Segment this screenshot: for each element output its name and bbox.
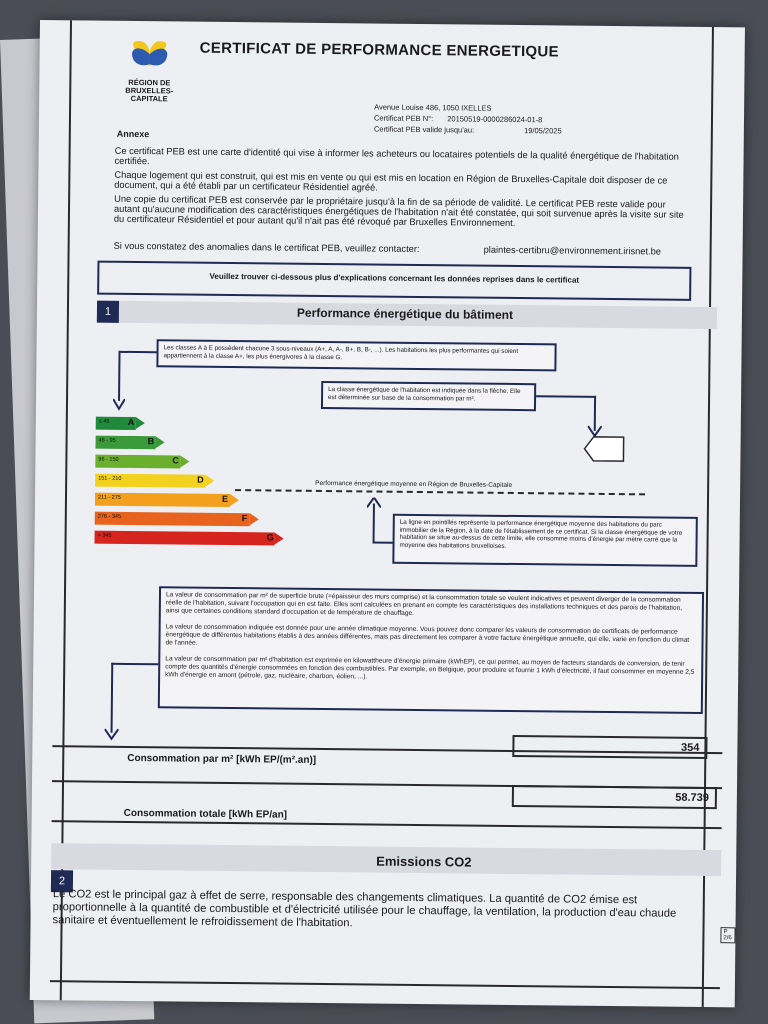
energy-class-letter: B [147,436,155,447]
annexe-paragraph: Ce certificat PEB est une carte d'identité qui vise à informer les acheteurs ou locataires potentiels de la qualité énergétique de l'habitation certifiée. [114,145,679,167]
energy-class-letter: A [127,416,135,428]
explanation-note: Veuillez trouver ci-dessous plus d'explications concernant les données reprises dans le certificat [97,261,691,301]
energy-class-range: 96 - 150 [98,456,119,463]
address-block [374,102,562,137]
section-2-title: Emissions CO2 [376,853,472,870]
consumption-m2-value: 354 [512,735,707,759]
region-label: RÉGION DE BRUXELLES-CAPITALE [125,77,174,104]
section-1-number: 1 [97,301,119,323]
info-consumption-paragraph: La valeur de consommation par m² de superficie brute (=épaisseur des murs comprise) et la consommation totale se veulent indicatives et peuvent diverger de la consommation réelle de l'habitation, suivant l'occupation qui en est faite. Elles sont calculées en prenant en compte les caractéristiques des installations techniques et des parois de l'habitation, ainsi que certaines conditions standard d'occupation et de température de chauffage. [165,591,683,617]
arrow-down-icon [104,729,118,741]
info-dotted-line: La ligne en pointillés représente la performance énergétique moyenne des habitations du parc immobilier de la Région, à la date de l'établissement de ce certificat. Si la classe énergétique de votre habitation se situe au-dessus de cette limite, elle consomme moins d'énergie par mètre carré que la moyenne des habitations bruxelloises. [392,514,698,567]
energy-class-e [95,493,230,507]
energy-class-range: 151 - 210 [98,475,122,482]
section-1-title: Performance énergétique du bâtiment [296,305,514,322]
energy-class-range: 276 - 345 [97,513,122,520]
arrow-line [119,351,157,353]
energy-class-letter: D [197,474,204,485]
annexe-paragraph: Chaque logement qui est construit, qui est mis en vente ou qui est mis en location en Région de Bruxelles-Capitale doit disposer de ce document, qui a été établi par un certificateur Résidentiel agréé. [114,169,668,193]
consumption-m2-label: Consommation par m² [kWh EP/(m².an)] [127,752,317,766]
energy-class-g [95,531,275,546]
page-title: CERTIFICAT DE PERFORMANCE ENERGETIQUE [199,39,559,61]
peb-number-label: Certificat PEB N°: [373,113,434,124]
peb-number: 20150519-0000286024-01-8 [447,114,543,125]
energy-class-letter: E [221,493,229,504]
energy-class-a [96,417,136,430]
info-consumption-paragraph: La valeur de consommation par m² d'habitation est exprimée en kilowattheure d'énergie primaire (kWhEP), ce qui permet, au moyen de facteurs standards de conversion, de tenir compte des quantités d'énergie consommées en fonction des combustibles. Par exemple, en Belgique, pour produire et fournir 1 kWh d'électricité, il faut consommer en moyenne 2,5 kWh d'énergie en amont (pétrole, gaz, nucléaire, charbon, éolien, ...). [165,655,695,681]
arrow-up-icon [367,497,381,509]
contact-text: Si vous constatez des anomalies dans le certificat PEB, veuillez contacter: [113,240,420,254]
arrow-line [373,542,393,544]
annexe-text [114,146,695,234]
consumption-total-value: 58.739 [512,785,717,809]
info-consumption [158,586,704,714]
annexe-heading: Annexe [116,128,150,140]
energy-class-d [95,474,205,488]
energy-class-letter: F [241,513,248,524]
info-consumption-paragraph: La valeur de consommation indiquée est donnée pour une année climatique moyenne. Vous pouvez donc comparer les valeurs de consommation de certificats de performance énergétique de différentes habitations établis à des années différentes, mais pas directement les comparer à votre facture énergétique annuelle, qui elle, varie en fonction du climat de l'année. [165,623,690,647]
info-classes: Les classes A à E possèdent chacune 3 sous-niveaux (A+, A, A-, B+, B, B-, ...). Les habitations les plus performantes qui soient appartiennent à la classe A+, les plus énergivores à la classe G. [156,339,556,371]
energy-class-range: > 345 [97,532,112,539]
address: Avenue Louise 486, 1050 IXELLES [374,102,492,113]
energy-class-letter: C [172,455,179,466]
annexe-paragraph: Une copie du certificat PEB est conservée par le propriétaire jusqu'à la fin de sa période de validité. Le certificat PEB reste valide pour autant qu'aucune modification des caractéristiques énergétiques de l'habitation n'ait été constatée, qui soit survenue après la visite sur site du certificateur Résidentiel et pour autant qu'il n'ait pas été révoqué par Bruxelles Environnement. [113,193,684,228]
energy-class-f [95,512,250,527]
energy-class-range: 211 - 275 [97,494,121,501]
co2-description: Le CO2 est le principal gaz à effet de serre, responsable des changements climatiques. La quantité de CO2 émise est proportionnelle à la quantité de combustible et d'électricité utilisée pour le chauffage, la ventilation, la production d'eau chaude sanitaire et éventuellement le refroidissement de l'habitation. [52,888,677,930]
iris-logo-icon [109,36,189,77]
energy-class-range: ≤ 45 [98,418,110,425]
consumption-total-label: Consommation totale [kWh EP/an] [123,807,288,821]
page-number: P 2/6 [720,927,735,943]
section-2-number: 2 [51,870,73,892]
energy-class-letter: G [266,532,274,543]
contact-email: plaintes-certibru@environnement.irisnet.be [483,244,662,257]
certificate-page [30,20,745,1007]
energy-class-b [96,436,156,450]
validity-label: Certificat PEB valide jusqu'au: [373,124,475,135]
validity-date: 19/05/2025 [524,126,562,136]
average-label: Performance énergétique moyenne en Région de Bruxelles-Capitale [315,479,513,489]
energy-class-c [95,455,180,469]
energy-class-range: 46 - 95 [98,437,116,444]
arrow-down-icon [113,399,125,411]
class-arrow-icon [583,436,625,462]
info-arrow: La classe énergétique de l'habitation est indiquée dans la flèche. Elle est déterminée sur base de la consommation par m². [321,381,536,411]
